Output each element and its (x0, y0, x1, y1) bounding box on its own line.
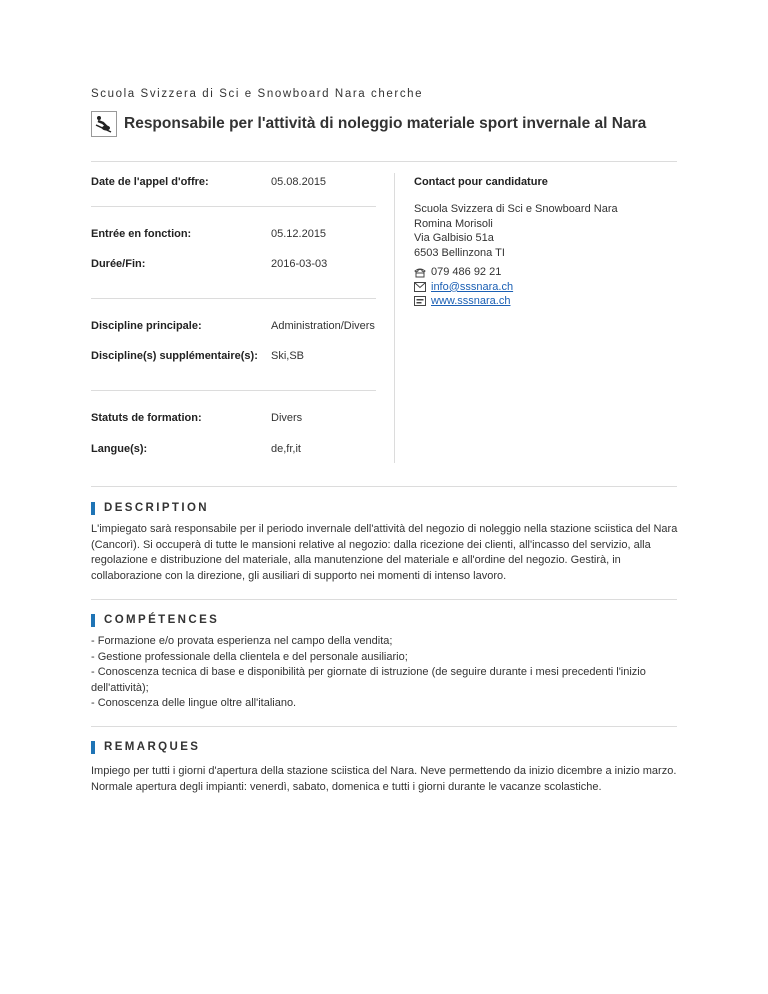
skills-list (91, 634, 681, 712)
training-label: Statuts de formation: (91, 412, 202, 424)
language-value: de,fr,it (271, 443, 301, 455)
phone-row (414, 265, 513, 280)
description-text: L'impiegato sarà responsabile per il periodo invernale dell'attività del negozio di noleggio nella stazione sciistica del Nara (Cancorì). Si occuperà di tutte le mansioni relative al negozio: dalla ricezione dei clienti, all'incasso del servizio, alla regolazione e distribuzione del materiale, alla manutenzione del materiale e all'ordine del negozio. Gestirà, in collaborazione con la direzione, gli ausiliari di supporto nei momenti di intenso lavoro. (91, 523, 678, 582)
entry-label: Entrée en fonction: (91, 228, 192, 240)
website-link[interactable]: www.sssnara.ch (431, 295, 511, 308)
web-icon (414, 296, 426, 306)
section-divider (91, 726, 677, 727)
mail-icon (414, 282, 426, 292)
website-row (414, 294, 513, 309)
section-accent-bar (91, 741, 95, 754)
list-item: - Formazione e/o provata esperienza nel campo della vendita; (91, 635, 393, 647)
skier-logo-icon (91, 111, 117, 137)
main-discipline-value: Administration/Divers (271, 320, 375, 332)
contact-address (414, 202, 618, 260)
language-label: Langue(s): (91, 443, 148, 455)
section-divider (91, 599, 677, 600)
contact-street: Via Galbisio 51a (414, 232, 494, 244)
duration-label: Durée/Fin: (91, 258, 146, 270)
skills-title: COMPÉTENCES (104, 614, 220, 626)
details-divider (91, 390, 376, 391)
list-item: - Conoscenza delle lingue oltre all'italiano. (91, 697, 297, 709)
main-discipline-label: Discipline principale: (91, 320, 202, 332)
email-link[interactable]: info@sssnara.ch (431, 280, 514, 293)
contact-city: 6503 Bellinzona TI (414, 246, 505, 259)
email-row (414, 280, 513, 295)
extra-discipline-value: Ski,SB (271, 350, 305, 362)
details-divider (91, 206, 376, 207)
extra-discipline-label: Discipline(s) supplémentaire(s): (91, 350, 258, 362)
page-title: Responsabile per l'attività di noleggio materiale sport invernale al Nara (124, 115, 647, 132)
contact-org: Scuola Svizzera di Sci e Snowboard Nara (414, 203, 618, 215)
column-divider (394, 173, 395, 463)
contact-heading: Contact pour candidature (414, 176, 548, 188)
training-value: Divers (271, 412, 303, 424)
remarks-text: Impiego per tutti i giorni d'apertura della stazione sciistica del Nara. Neve permettendo da inizio dicembre a inizio marzo. Normale apertura degli impianti: venerdì, sabato, domenica e tutti i giorni durante le vacanze scolastiche. (91, 765, 677, 793)
remarks-title: REMARQUES (104, 741, 201, 753)
date-value: 05.08.2015 (271, 176, 327, 188)
section-divider (91, 486, 677, 487)
header-divider (91, 161, 677, 162)
section-accent-bar (91, 502, 95, 515)
phone-number: 079 486 92 21 (431, 266, 502, 279)
title-row (91, 111, 646, 137)
phone-icon (414, 267, 426, 278)
details-divider (91, 298, 376, 299)
duration-value: 2016-03-03 (271, 258, 328, 270)
list-item: - Conoscenza tecnica di base e disponibilità per giornate di istruzione (de seguire durante i mesi precedenti l'inizio dell'attività); (91, 666, 646, 694)
date-label: Date de l'appel d'offre: (91, 176, 209, 188)
contact-links (414, 265, 513, 309)
section-accent-bar (91, 614, 95, 627)
list-item: - Gestione professionale della clientela e del personale ausiliario; (91, 650, 408, 663)
description-title: DESCRIPTION (104, 502, 209, 514)
entry-value: 05.12.2015 (271, 228, 327, 240)
employer-subtitle: Scuola Svizzera di Sci e Snowboard Nara cherche (91, 88, 424, 100)
contact-person: Romina Morisoli (414, 217, 493, 230)
